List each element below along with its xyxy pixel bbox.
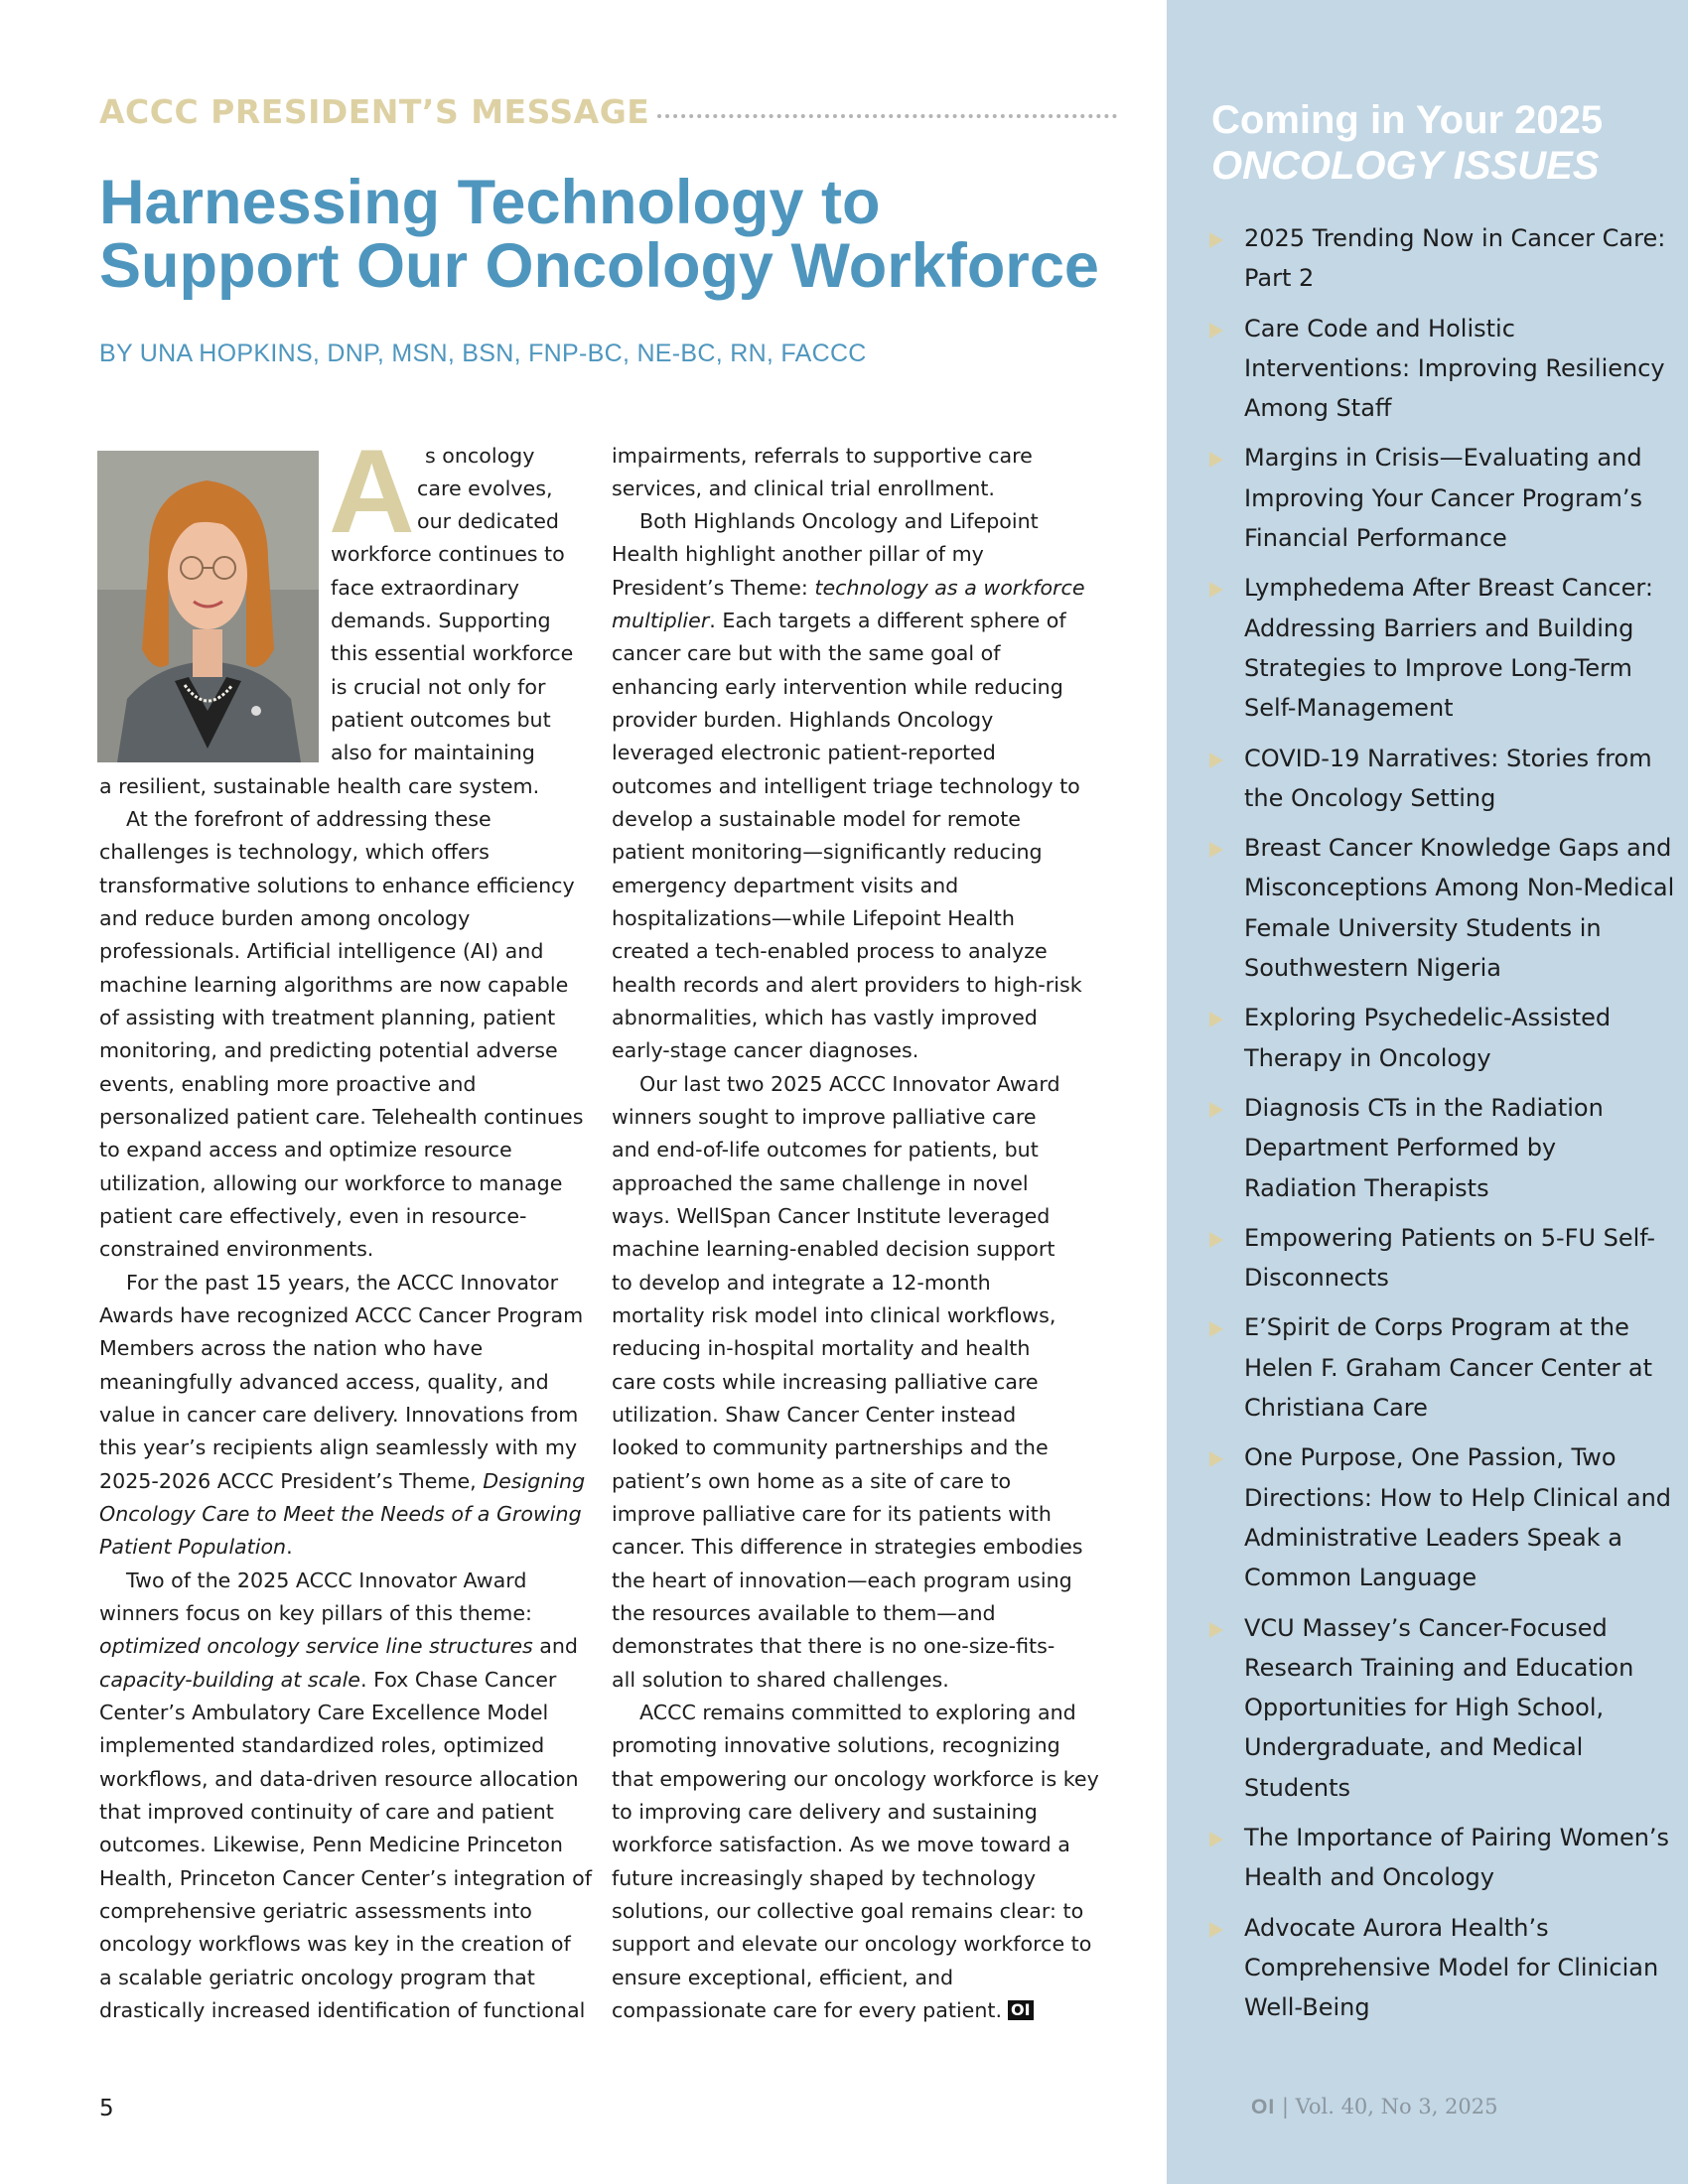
text-line: ACCC remains committed to exploring and: [639, 1701, 1076, 1724]
text-line: patient’s own home as a site of care to: [612, 1469, 1012, 1493]
text-line: hospitalizations—while Lifepoint Health: [612, 906, 1015, 930]
kicker-label: ACCC PRESIDENT’S MESSAGE: [99, 91, 650, 131]
text-line: transformative solutions to enhance efficiency: [99, 874, 575, 897]
text-span-italic: Patient Population: [99, 1535, 287, 1559]
text-line: patient care effectively, even in resource-: [99, 1204, 527, 1228]
text-line: Our last two 2025 ACCC Innovator Award: [639, 1072, 1060, 1096]
byline: BY UNA HOPKINS, DNP, MSN, BSN, FNP-BC, NE-BC, RN, FACCC: [99, 340, 867, 367]
list-item: [1209, 1307, 1676, 1428]
list-item-text: Margins in Crisis—Evaluating and Improving Your Cancer Program’s Financial Performance: [1244, 444, 1643, 553]
triangle-bullet-icon: [1209, 1102, 1223, 1118]
list-item-text: Diagnosis CTs in the Radiation Department Performed by Radiation Therapists: [1244, 1093, 1604, 1202]
issue-info: Vol. 40, No 3, 2025: [1295, 2095, 1498, 2118]
triangle-bullet-icon: [1209, 1232, 1223, 1248]
list-item: [1209, 998, 1676, 1078]
list-item-text: The Importance of Pairing Women’s Health and Oncology: [1244, 1823, 1670, 1892]
text-line: s oncology: [425, 444, 535, 468]
text-line: challenges is technology, which offers: [99, 840, 490, 864]
title-line-1: Harnessing Technology to: [99, 168, 881, 237]
footer-divider: |: [1281, 2095, 1289, 2118]
text-line: [612, 572, 1085, 605]
text-line: also for maintaining: [331, 741, 535, 764]
text-line: outcomes. Likewise, Penn Medicine Princeton: [99, 1833, 563, 1856]
article-title: [99, 168, 1152, 301]
list-item: [1209, 1608, 1676, 1808]
list-item: [1209, 1437, 1676, 1597]
dotted-rule: [657, 114, 1117, 118]
drop-cap: A: [329, 425, 415, 558]
triangle-bullet-icon: [1209, 1832, 1223, 1847]
text-line: improve palliative care for its patients with: [612, 1502, 1052, 1526]
text-span-italic: Oncology Care to Meet the Needs of a Growing: [99, 1502, 582, 1526]
text-line: health records and alert providers to high-risk: [612, 973, 1082, 997]
list-item: [1209, 218, 1676, 299]
issue-footer: [1251, 2095, 1498, 2119]
text-line: outcomes and intelligent triage technology to: [612, 774, 1080, 798]
text-line: meaningfully advanced access, quality, and: [99, 1370, 549, 1394]
list-item: [1209, 1088, 1676, 1208]
list-item-text: Lymphedema After Breast Cancer: Addressing Barriers and Building Strategies to Improve Long-Term Self-Management: [1244, 574, 1653, 723]
text-line: Center’s Ambulatory Care Excellence Model: [99, 1701, 549, 1724]
text-line: cancer care but with the same goal of: [612, 641, 1001, 665]
list-item-text: Advocate Aurora Health’s Comprehensive Model for Clinician Well-Being: [1244, 1913, 1659, 2022]
text-line: our dedicated: [417, 509, 559, 533]
text-line: to improving care delivery and sustaining: [612, 1800, 1038, 1824]
text-line: demonstrates that there is no one-size-fits-: [612, 1634, 1055, 1658]
text-line: Two of the 2025 ACCC Innovator Award: [126, 1569, 527, 1592]
text-span-italic: Designing: [483, 1469, 586, 1493]
text-line: utilization, allowing our workforce to manage: [99, 1171, 563, 1195]
list-item-text: VCU Massey’s Cancer-Focused Research Training and Education Opportunities for High School, Undergraduate, and Medical Students: [1244, 1613, 1634, 1802]
section-kicker: [99, 91, 1117, 131]
list-item: [1209, 1818, 1676, 1898]
list-item: [1209, 739, 1676, 819]
text-line: [99, 1465, 585, 1498]
text-line: Health, Princeton Cancer Center’s integration of: [99, 1866, 592, 1890]
end-mark-logo: OI: [1008, 2000, 1034, 2020]
text-line: [99, 1664, 556, 1697]
text-line: [612, 605, 1066, 637]
text-line: of assisting with treatment planning, patient: [99, 1006, 556, 1029]
text-line: a scalable geriatric oncology program that: [99, 1966, 535, 1989]
sidebar-heading-line-2: ONCOLOGY ISSUES: [1211, 144, 1600, 188]
text-line: [99, 1630, 578, 1663]
text-span-italic: multiplier: [612, 609, 710, 632]
text-line: develop a sustainable model for remote: [612, 807, 1021, 831]
list-item-text: 2025 Trending Now in Cancer Care: Part 2: [1244, 224, 1666, 293]
list-item-text: E’Spirit de Corps Program at the Helen F. Graham Cancer Center at Christiana Care: [1244, 1313, 1653, 1423]
text-line: care costs while increasing palliative care: [612, 1370, 1039, 1394]
journal-logo: OI: [1251, 2096, 1276, 2118]
text-line: this essential workforce: [331, 641, 574, 665]
text-line: support and elevate our oncology workforce to: [612, 1932, 1092, 1956]
text-line: future increasingly shaped by technology: [612, 1866, 1037, 1890]
sidebar-heading-line-1: Coming in Your 2025: [1211, 98, 1604, 142]
list-item: [1209, 828, 1676, 988]
page-number: 5: [99, 2096, 114, 2121]
text-line: [99, 1531, 293, 1564]
text-line: promoting innovative solutions, recognizing: [612, 1733, 1060, 1757]
text-line: monitoring, and predicting potential adverse: [99, 1038, 558, 1062]
text-line: winners focus on key pillars of this theme:: [99, 1601, 532, 1625]
text-line: created a tech-enabled process to analyze: [612, 939, 1048, 963]
triangle-bullet-icon: [1209, 232, 1223, 248]
triangle-bullet-icon: [1209, 842, 1223, 858]
text-line: workflows, and data-driven resource allocation: [99, 1767, 579, 1791]
text-line: oncology workflows was key in the creation of: [99, 1932, 571, 1956]
text-line: the resources available to them—and: [612, 1601, 996, 1625]
list-item-text: Care Code and Holistic Interventions: Improving Resiliency Among Staff: [1244, 314, 1665, 423]
text-line: services, and clinical trial enrollment.: [612, 477, 995, 500]
text-span: . Fox Chase Cancer: [359, 1668, 557, 1692]
text-span-italic: capacity-building at scale: [99, 1668, 360, 1692]
text-line: machine learning-enabled decision support: [612, 1237, 1055, 1261]
text-line: to expand access and optimize resource: [99, 1138, 512, 1161]
list-item-text: One Purpose, One Passion, Two Directions: How to Help Clinical and Administrative Leaders Speak a Common Language: [1244, 1443, 1672, 1592]
text-line: that improved continuity of care and patient: [99, 1800, 554, 1824]
text-line: events, enabling more proactive and: [99, 1072, 477, 1096]
text-line: the heart of innovation—each program using: [612, 1569, 1072, 1592]
text-line: ensure exceptional, efficient, and: [612, 1966, 954, 1989]
text-line: [99, 1498, 582, 1531]
list-item: [1209, 438, 1676, 558]
text-line: face extraordinary: [331, 576, 519, 600]
text-line: and end-of-life outcomes for patients, but: [612, 1138, 1039, 1161]
text-line: all solution to shared challenges.: [612, 1668, 949, 1692]
text-line: care evolves,: [417, 477, 553, 500]
text-line: reducing in-hospital mortality and health: [612, 1336, 1031, 1360]
text-span: compassionate care for every patient.: [612, 1998, 1003, 2022]
text-line: personalized patient care. Telehealth continues: [99, 1105, 584, 1129]
list-item-text: Breast Cancer Knowledge Gaps and Misconceptions Among Non-Medical Female University Students in Southwestern Nigeria: [1244, 834, 1675, 983]
text-line: emergency department visits and: [612, 874, 959, 897]
author-photo: [97, 451, 319, 762]
text-line: solutions, our collective goal remains clear: to: [612, 1899, 1084, 1923]
text-line: workforce satisfaction. As we move toward a: [612, 1833, 1070, 1856]
text-line: Both Highlands Oncology and Lifepoint: [639, 509, 1039, 533]
triangle-bullet-icon: [1209, 323, 1223, 339]
text-line: winners sought to improve palliative care: [612, 1105, 1037, 1129]
text-line: and reduce burden among oncology: [99, 906, 471, 930]
list-item-text: COVID-19 Narratives: Stories from the Oncology Setting: [1244, 744, 1652, 812]
text-line: workforce continues to: [331, 542, 565, 566]
text-line: this year’s recipients align seamlessly with my: [99, 1435, 578, 1459]
text-span-italic: optimized oncology service line structures: [99, 1634, 533, 1658]
text-line: utilization. Shaw Cancer Center instead: [612, 1403, 1017, 1427]
text-line: patient monitoring—significantly reducing: [612, 840, 1043, 864]
text-line: implemented standardized roles, optimized: [99, 1733, 545, 1757]
triangle-bullet-icon: [1209, 1012, 1223, 1027]
triangle-bullet-icon: [1209, 452, 1223, 468]
text-line: [612, 1994, 1034, 2027]
text-line: ways. WellSpan Cancer Institute leveraged: [612, 1204, 1051, 1228]
text-span: President’s Theme:: [612, 576, 815, 600]
triangle-bullet-icon: [1209, 1922, 1223, 1938]
text-line: leveraged electronic patient-reported: [612, 741, 996, 764]
triangle-bullet-icon: [1209, 1321, 1223, 1337]
text-line: approached the same challenge in novel: [612, 1171, 1029, 1195]
title-line-2: Support Our Oncology Workforce: [99, 231, 1099, 301]
text-span: 2025-2026 ACCC President’s Theme,: [99, 1469, 484, 1493]
text-line: drastically increased identification of functional: [99, 1998, 586, 2022]
list-item-text: Exploring Psychedelic-Assisted Therapy in Oncology: [1244, 1004, 1612, 1072]
text-line: demands. Supporting: [331, 609, 551, 632]
text-line: abnormalities, which has vastly improved: [612, 1006, 1038, 1029]
text-line: looked to community partnerships and the: [612, 1435, 1049, 1459]
list-item-text: Empowering Patients on 5-FU Self-Disconnects: [1244, 1223, 1656, 1293]
text-line: Health highlight another pillar of my: [612, 542, 984, 566]
triangle-bullet-icon: [1209, 1622, 1223, 1638]
text-line: professionals. Artificial intelligence (AI) and: [99, 939, 544, 963]
text-span: and: [532, 1634, 579, 1658]
text-span-italic: technology as a workforce: [814, 576, 1085, 600]
text-span: . Each targets a different sphere of: [709, 609, 1066, 632]
text-line: machine learning algorithms are now capable: [99, 973, 569, 997]
text-span: .: [286, 1535, 293, 1559]
text-line: constrained environments.: [99, 1237, 374, 1261]
triangle-bullet-icon: [1209, 1451, 1223, 1467]
list-item: [1209, 1218, 1676, 1298]
text-line: cancer. This difference in strategies embodies: [612, 1535, 1083, 1559]
text-line: mortality risk model into clinical workflows,: [612, 1303, 1056, 1327]
list-item: [1209, 309, 1676, 429]
text-line: provider burden. Highlands Oncology: [612, 708, 994, 732]
text-line: is crucial not only for: [331, 675, 546, 699]
text-line: that empowering our oncology workforce is key: [612, 1767, 1099, 1791]
sidebar-heading: [1211, 97, 1678, 189]
list-item: [1209, 1908, 1676, 2028]
list-item: [1209, 568, 1676, 728]
text-line: At the forefront of addressing these: [126, 807, 492, 831]
text-line: enhancing early intervention while reducing: [612, 675, 1063, 699]
text-line: to develop and integrate a 12-month: [612, 1271, 991, 1295]
text-line: patient outcomes but: [331, 708, 551, 732]
text-line: value in cancer care delivery. Innovations from: [99, 1403, 579, 1427]
upcoming-articles-list: [1209, 218, 1676, 2037]
text-line: Awards have recognized ACCC Cancer Program: [99, 1303, 584, 1327]
triangle-bullet-icon: [1209, 582, 1223, 598]
text-line: early-stage cancer diagnoses.: [612, 1038, 919, 1062]
triangle-bullet-icon: [1209, 752, 1223, 768]
text-line: comprehensive geriatric assessments into: [99, 1899, 532, 1923]
text-line: Members across the nation who have: [99, 1336, 484, 1360]
text-line: a resilient, sustainable health care system.: [99, 774, 540, 798]
text-line: For the past 15 years, the ACCC Innovator: [126, 1271, 559, 1295]
text-line: impairments, referrals to supportive care: [612, 444, 1033, 468]
